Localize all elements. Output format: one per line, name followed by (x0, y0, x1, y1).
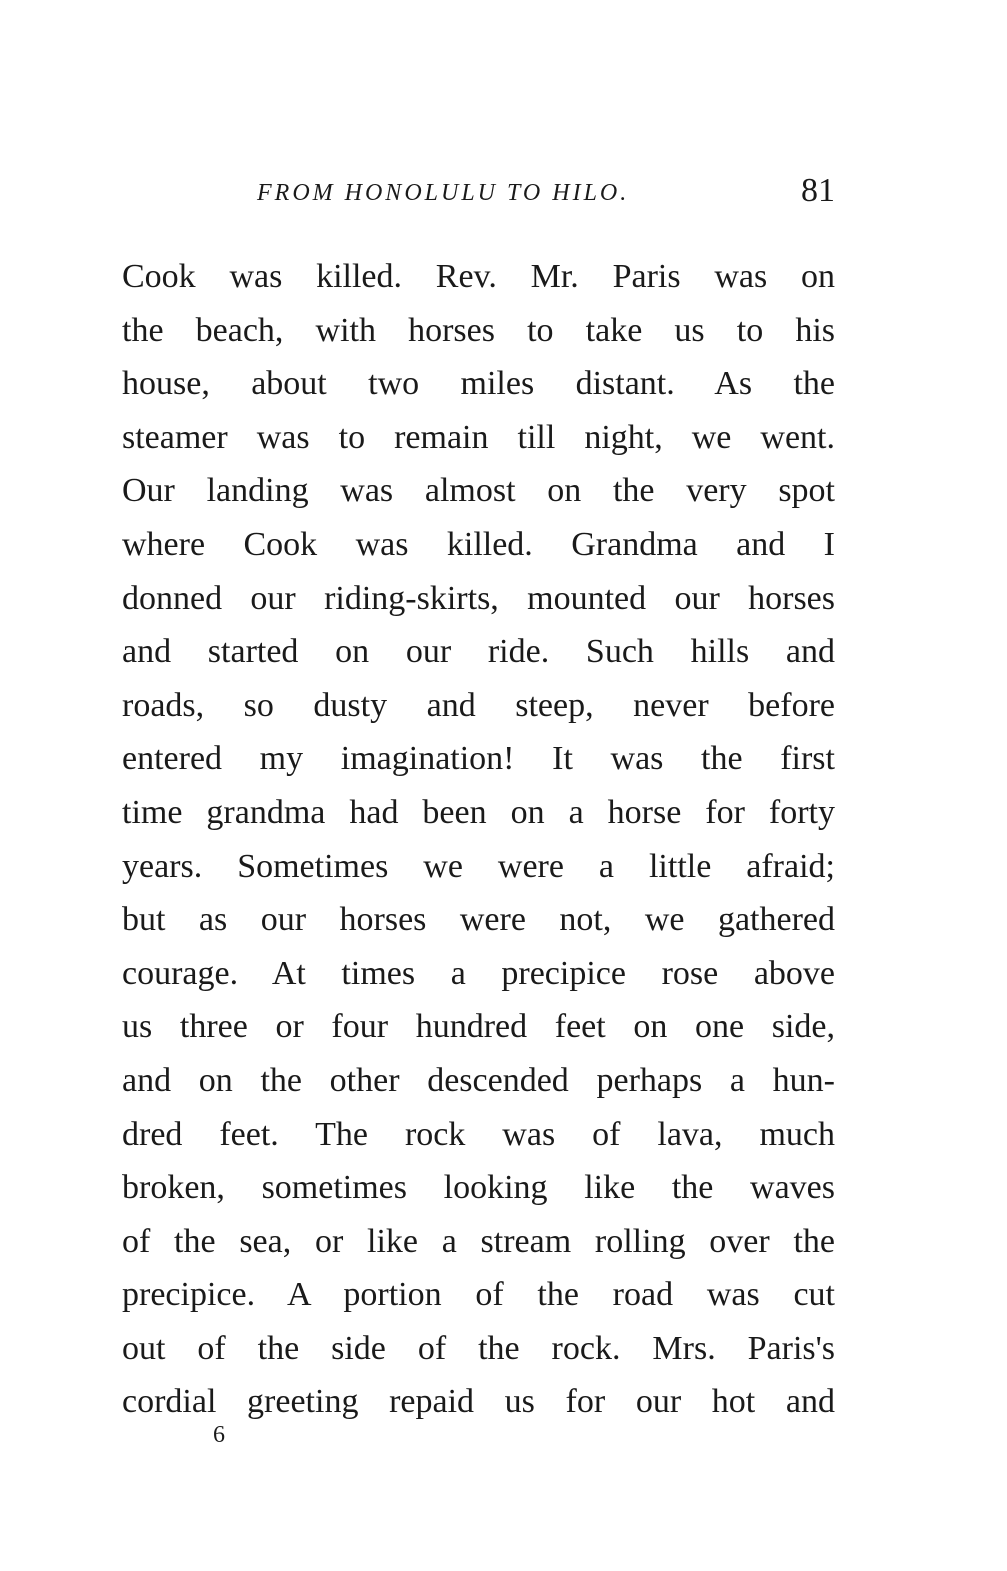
text-line: Our landing was almost on the very spot (122, 472, 835, 510)
text-line: dred feet. The rock was of lava, much (122, 1115, 835, 1153)
running-title: FROM HONOLULU TO HILO. (257, 180, 630, 206)
text-line: years. Sometimes we were a little afraid; (122, 847, 835, 885)
text-line: the beach, with horses to take us to his (122, 311, 835, 349)
text-line: of the sea, or like a stream rolling over the (122, 1222, 835, 1260)
text-line: precipice. A portion of the road was cut (122, 1276, 835, 1314)
text-line: and started on our ride. Such hills and (122, 633, 835, 671)
text-line: where Cook was killed. Grandma and I (122, 525, 835, 563)
page-number: 81 (801, 172, 835, 209)
text-line: time grandma had been on a horse for forty (122, 793, 835, 831)
text-line: steamer was to remain till night, we went. (122, 418, 835, 456)
text-line: broken, sometimes looking like the waves (122, 1169, 835, 1207)
text-line: courage. At times a precipice rose above (122, 954, 835, 992)
running-head (122, 172, 835, 212)
text-line: but as our horses were not, we gathered (122, 901, 835, 939)
text-line: donned our riding-skirts, mounted our horses (122, 579, 835, 617)
signature-mark: 6 (213, 1422, 225, 1448)
text-line: house, about two miles distant. As the (122, 365, 835, 403)
text-line: Cook was killed. Rev. Mr. Paris was on (122, 258, 835, 295)
text-line: and on the other descended perhaps a hun- (122, 1061, 835, 1099)
text-line: roads, so dusty and steep, never before (122, 686, 835, 724)
text-line: us three or four hundred feet on one side, (122, 1008, 835, 1046)
text-line: out of the side of the rock. Mrs. Paris's (122, 1329, 835, 1367)
body-text (122, 250, 835, 1429)
text-line: entered my imagination! It was the first (122, 740, 835, 778)
text-line: cordial greeting repaid us for our hot and (122, 1383, 835, 1421)
